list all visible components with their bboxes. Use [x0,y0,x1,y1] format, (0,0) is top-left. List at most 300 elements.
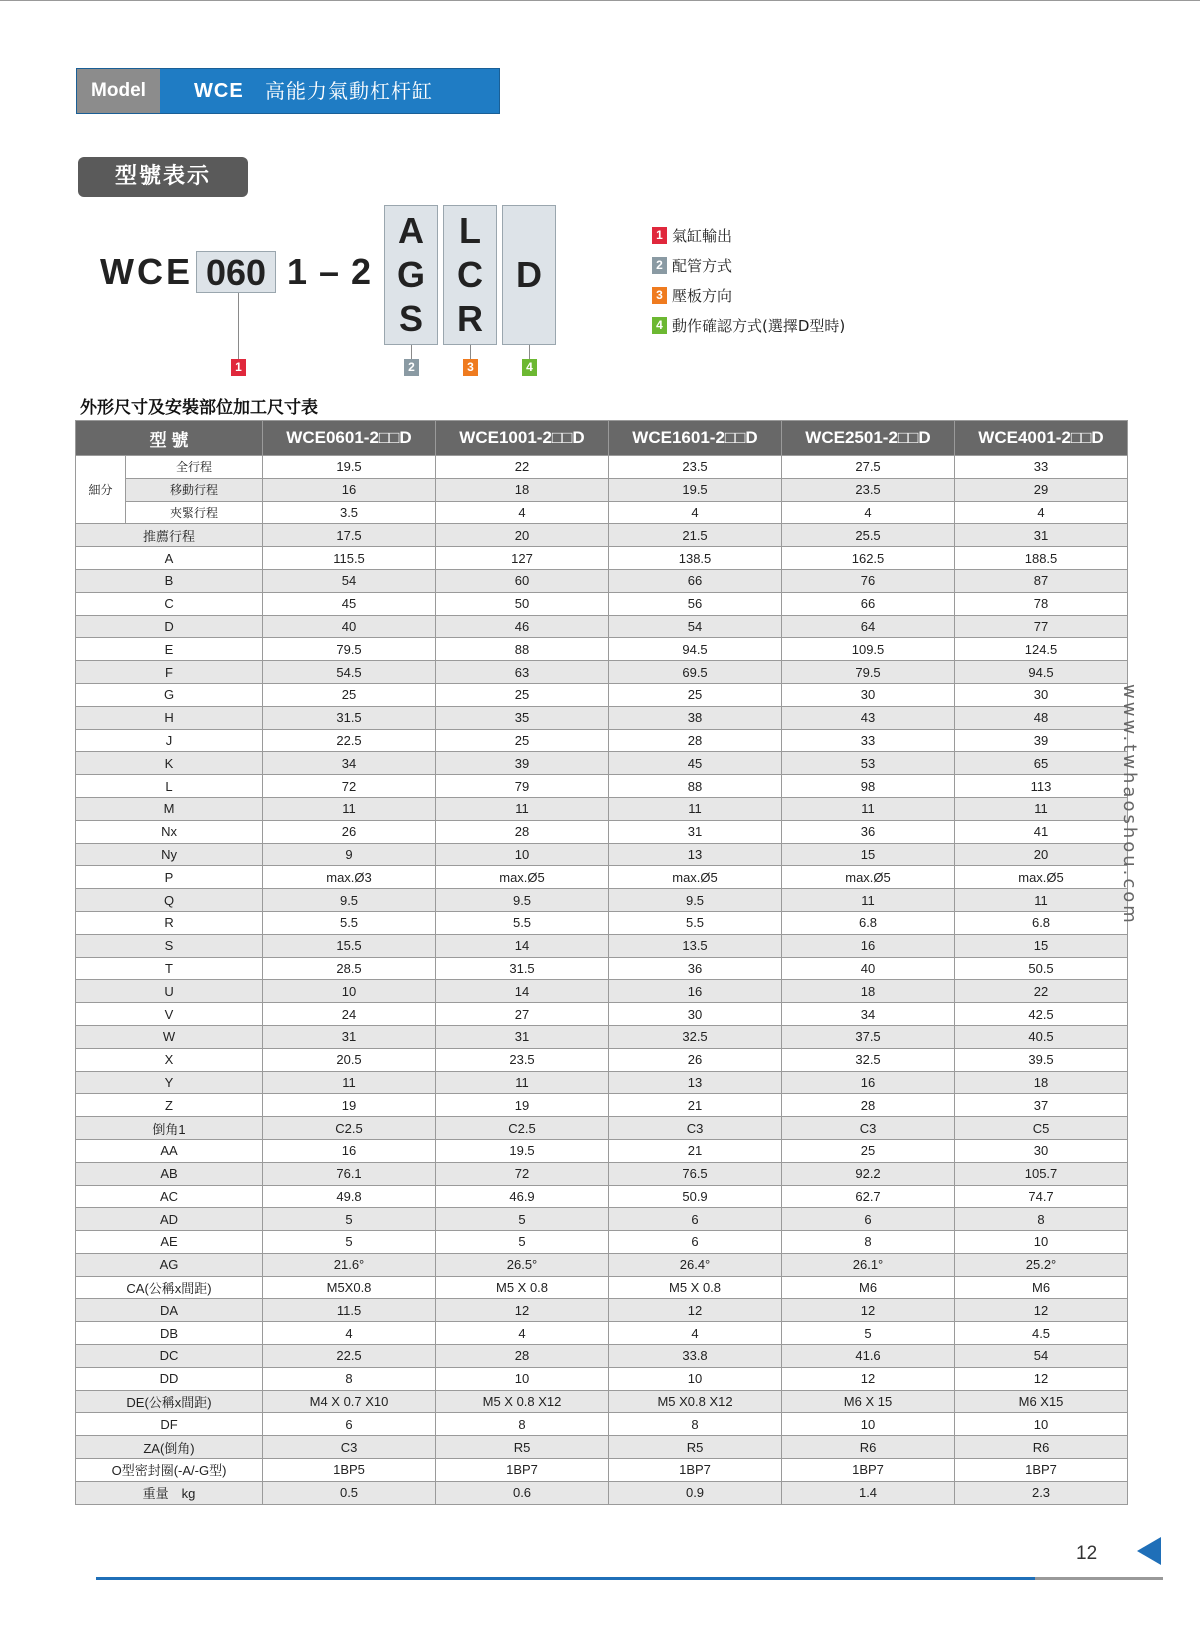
table-cell: 10 [609,1367,782,1390]
dimension-table [75,420,1128,1505]
table-row [76,866,1128,889]
code-box-2 [384,205,438,345]
table-row [76,478,1128,501]
table-row [76,1276,1128,1299]
table-cell: 31 [609,820,782,843]
row-label: 夾緊行程 [126,501,263,524]
table-row [76,934,1128,957]
table-cell: 27.5 [782,456,955,479]
table-row [76,592,1128,615]
table-cell: 38 [609,706,782,729]
table-cell: 22 [436,456,609,479]
table-cell: 21.5 [609,524,782,547]
table-cell: 5 [263,1208,436,1231]
table-cell: 13 [609,1071,782,1094]
table-cell: 8 [782,1231,955,1254]
table-cell: R6 [782,1436,955,1459]
table-row [76,638,1128,661]
table-cell: max.Ø3 [263,866,436,889]
code-box-3 [443,205,497,345]
row-label: X [76,1048,263,1071]
table-cell: 8 [436,1413,609,1436]
table-cell: 15.5 [263,934,436,957]
table-cell: 16 [609,980,782,1003]
table-cell: 16 [263,478,436,501]
table-cell: 77 [955,615,1128,638]
table-cell: 50 [436,592,609,615]
table-cell: 45 [263,592,436,615]
table-cell: 4 [782,501,955,524]
row-label: DB [76,1322,263,1345]
header-label: 型 號 [76,421,263,456]
table-cell: 1BP5 [263,1459,436,1482]
table-cell: 76.5 [609,1162,782,1185]
table-cell: 124.5 [955,638,1128,661]
table-cell: C2.5 [436,1117,609,1140]
table-cell: 25 [436,729,609,752]
table-cell: 31 [955,524,1128,547]
marker-3: 3 [463,359,478,376]
table-row [76,1162,1128,1185]
table-cell: 54.5 [263,661,436,684]
table-cell: 6 [263,1413,436,1436]
table-cell: 50.9 [609,1185,782,1208]
row-label: Nx [76,820,263,843]
row-label: 全行程 [126,456,263,479]
table-cell: 10 [436,843,609,866]
table-cell: R5 [436,1436,609,1459]
row-label: AB [76,1162,263,1185]
table-row [76,456,1128,479]
table-cell: 6 [609,1231,782,1254]
code-size-box [196,251,276,293]
table-cell: 28 [609,729,782,752]
table-cell: 11 [436,797,609,820]
table-cell: 12 [436,1299,609,1322]
table-cell: M4 X 0.7 X10 [263,1390,436,1413]
table-cell: 19 [263,1094,436,1117]
table-cell: 24 [263,1003,436,1026]
table-row [76,1071,1128,1094]
marker-2: 2 [404,359,419,376]
row-label: Y [76,1071,263,1094]
code-box-4 [502,205,556,345]
legend-marker-2: 2 [652,257,667,274]
legend-item [652,220,845,250]
table-cell: 19.5 [263,456,436,479]
table-cell: 54 [609,615,782,638]
table-cell: 8 [263,1367,436,1390]
table-row [76,683,1128,706]
table-cell: 10 [263,980,436,1003]
table-cell: 46 [436,615,609,638]
table-cell: 40 [263,615,436,638]
table-cell: R6 [955,1436,1128,1459]
table-cell: 13 [609,843,782,866]
code-option-g: G [396,254,425,295]
table-cell: 31 [436,1025,609,1048]
table-cell: 21 [609,1094,782,1117]
table-cell: 98 [782,775,955,798]
table-cell: 12 [782,1367,955,1390]
table-cell: 54 [263,569,436,592]
table-cell: 1BP7 [609,1459,782,1482]
table-cell: 4 [609,1322,782,1345]
connector-1 [238,293,239,360]
table-row [76,615,1128,638]
table-cell: 33.8 [609,1345,782,1368]
table-cell: C3 [609,1117,782,1140]
table-cell: 50.5 [955,957,1128,980]
table-cell: 25 [609,683,782,706]
model-name: 高能力氣動杠杆缸 [265,79,433,103]
table-cell: 40.5 [955,1025,1128,1048]
table-cell: 16 [782,1071,955,1094]
row-label: DA [76,1299,263,1322]
table-cell: 12 [955,1299,1128,1322]
table-cell: 54 [955,1345,1128,1368]
table-row [76,1253,1128,1276]
table-row [76,843,1128,866]
table-cell: 26.4° [609,1253,782,1276]
table-cell: M5 X 0.8 X12 [436,1390,609,1413]
table-cell: 10 [955,1413,1128,1436]
table-cell: 72 [436,1162,609,1185]
table-cell: 6.8 [955,911,1128,934]
table-cell: 26.1° [782,1253,955,1276]
table-cell: 21.6° [263,1253,436,1276]
table-cell: 30 [609,1003,782,1026]
table-cell: 69.5 [609,661,782,684]
row-label: Z [76,1094,263,1117]
table-cell: 92.2 [782,1162,955,1185]
table-cell: 9.5 [609,889,782,912]
table-cell: max.Ø5 [782,866,955,889]
table-row [76,752,1128,775]
table-title: 外形尺寸及安裝部位加工尺寸表 [80,398,318,418]
table-cell: 162.5 [782,547,955,570]
table-row [76,980,1128,1003]
legend-item [652,310,845,340]
footer-line [96,1577,1163,1580]
model-tag: Model [77,69,160,113]
table-cell: 37 [955,1094,1128,1117]
table-cell: 6.8 [782,911,955,934]
table-cell: 25 [263,683,436,706]
table-cell: 23.5 [609,456,782,479]
table-cell: 0.5 [263,1481,436,1504]
table-cell: 18 [782,980,955,1003]
row-label: F [76,661,263,684]
table-cell: 4 [955,501,1128,524]
table-cell: 41 [955,820,1128,843]
table-cell: 188.5 [955,547,1128,570]
table-cell: M5 X 0.8 [609,1276,782,1299]
table-cell: 18 [436,478,609,501]
table-cell: 28.5 [263,957,436,980]
table-cell: 76 [782,569,955,592]
column-header: WCE4001-2□□D [955,421,1128,456]
code-size: 060 [205,252,267,293]
table-cell: 23.5 [782,478,955,501]
legend-marker-1: 1 [652,227,667,244]
row-label: O型密封圈(-A/-G型) [76,1459,263,1482]
table-cell: 30 [955,683,1128,706]
table-cell: 94.5 [609,638,782,661]
table-cell: M5 X0.8 X12 [609,1390,782,1413]
table-cell: 32.5 [782,1048,955,1071]
table-cell: 4 [436,501,609,524]
code-option-a: A [398,210,424,251]
code-legend [652,220,845,340]
table-cell: 5 [436,1208,609,1231]
table-cell: 78 [955,592,1128,615]
table-cell: 27 [436,1003,609,1026]
legend-item [652,250,845,280]
table-cell: 65 [955,752,1128,775]
section-title: 型號表示 [78,157,248,197]
row-label: CA(公稱x間距) [76,1276,263,1299]
table-cell: 5.5 [436,911,609,934]
table-row [76,1299,1128,1322]
table-cell: 36 [609,957,782,980]
table-row [76,1231,1128,1254]
table-row [76,1048,1128,1071]
table-row [76,524,1128,547]
website-watermark: www.twhaoshou.com [1119,684,1140,926]
table-cell: 0.9 [609,1481,782,1504]
table-cell: max.Ø5 [955,866,1128,889]
table-row [76,1459,1128,1482]
table-cell: 0.6 [436,1481,609,1504]
row-label: AE [76,1231,263,1254]
row-label: L [76,775,263,798]
table-cell: 49.8 [263,1185,436,1208]
code-option-l: L [459,210,481,251]
table-cell: max.Ø5 [609,866,782,889]
table-cell: 31.5 [436,957,609,980]
legend-text: 配管方式 [672,256,733,275]
table-cell: 30 [955,1139,1128,1162]
table-cell: 113 [955,775,1128,798]
table-cell: 13.5 [609,934,782,957]
table-cell: 53 [782,752,955,775]
table-row [76,1208,1128,1231]
table-row [76,661,1128,684]
row-label: Q [76,889,263,912]
table-cell: 22.5 [263,1345,436,1368]
table-row [76,1117,1128,1140]
table-cell: 5 [436,1231,609,1254]
table-row [76,820,1128,843]
table-cell: 20 [955,843,1128,866]
row-label: A [76,547,263,570]
table-cell: M5X0.8 [263,1276,436,1299]
row-label: AC [76,1185,263,1208]
row-label: DE(公稱x間距) [76,1390,263,1413]
table-cell: 1BP7 [436,1459,609,1482]
column-header: WCE1601-2□□D [609,421,782,456]
table-cell: 28 [782,1094,955,1117]
table-row [76,1003,1128,1026]
table-cell: 62.7 [782,1185,955,1208]
table-row [76,1185,1128,1208]
table-row [76,957,1128,980]
table-cell: 109.5 [782,638,955,661]
row-group-label: 細分 [76,456,126,524]
table-cell: 9 [263,843,436,866]
table-cell: 39 [436,752,609,775]
table-cell: 6 [609,1208,782,1231]
table-cell: 26 [609,1048,782,1071]
row-label: W [76,1025,263,1048]
connector-4 [529,345,530,360]
row-label: R [76,911,263,934]
table-cell: 5 [782,1322,955,1345]
table-cell: R5 [609,1436,782,1459]
table-cell: 5.5 [263,911,436,934]
table-header-row [76,421,1128,456]
row-label: AG [76,1253,263,1276]
table-cell: M6 [782,1276,955,1299]
page-number: 12 [1076,1543,1098,1564]
table-cell: C5 [955,1117,1128,1140]
table-cell: 12 [609,1299,782,1322]
table-cell: 25 [436,683,609,706]
row-label: AD [76,1208,263,1231]
table-cell: 14 [436,980,609,1003]
legend-marker-3: 3 [652,287,667,304]
table-cell: 20.5 [263,1048,436,1071]
table-cell: 10 [782,1413,955,1436]
table-cell: 16 [782,934,955,957]
legend-text: 氣缸輸出 [672,226,733,245]
table-cell: 19.5 [436,1139,609,1162]
table-cell: 34 [782,1003,955,1026]
table-cell: 20 [436,524,609,547]
table-cell: 11 [955,889,1128,912]
table-cell: 60 [436,569,609,592]
connector-2 [411,345,412,360]
table-cell: 16 [263,1139,436,1162]
table-body [76,456,1128,1505]
table-cell: 36 [782,820,955,843]
table-cell: 79.5 [263,638,436,661]
table-cell: 31.5 [263,706,436,729]
table-cell: 4 [436,1322,609,1345]
row-label: 移動行程 [126,478,263,501]
table-row [76,1094,1128,1117]
row-label: Ny [76,843,263,866]
row-label: AA [76,1139,263,1162]
table-cell: 1BP7 [955,1459,1128,1482]
table-cell: 23.5 [436,1048,609,1071]
back-arrow-icon[interactable] [1137,1537,1161,1565]
table-cell: 26 [263,820,436,843]
legend-text: 壓板方向 [672,286,733,305]
table-cell: M5 X 0.8 [436,1276,609,1299]
code-mid: 1 – 2 [287,251,373,292]
row-label: G [76,683,263,706]
table-cell: 64 [782,615,955,638]
table-cell: C3 [263,1436,436,1459]
table-cell: 43 [782,706,955,729]
connector-3 [470,345,471,360]
row-label: S [76,934,263,957]
table-row [76,1390,1128,1413]
table-cell: 11 [609,797,782,820]
table-cell: max.Ø5 [436,866,609,889]
row-label: H [76,706,263,729]
row-label: M [76,797,263,820]
table-cell: 42.5 [955,1003,1128,1026]
row-label: T [76,957,263,980]
code-option-c: C [457,254,483,295]
row-label: E [76,638,263,661]
table-cell: 11.5 [263,1299,436,1322]
table-cell: 105.7 [955,1162,1128,1185]
table-cell: 11 [263,1071,436,1094]
table-cell: 9.5 [436,889,609,912]
table-cell: 48 [955,706,1128,729]
table-cell: 63 [436,661,609,684]
code-option-d: D [516,254,542,295]
table-cell: 4 [609,501,782,524]
row-label: DD [76,1367,263,1390]
table-cell: M6 X15 [955,1390,1128,1413]
table-cell: 28 [436,820,609,843]
table-cell: 22.5 [263,729,436,752]
table-cell: 87 [955,569,1128,592]
marker-4: 4 [522,359,537,376]
table-row [76,1367,1128,1390]
table-cell: 18 [955,1071,1128,1094]
column-header: WCE1001-2□□D [436,421,609,456]
table-cell: 33 [782,729,955,752]
table-row [76,775,1128,798]
table-cell: C2.5 [263,1117,436,1140]
table-cell: 11 [782,797,955,820]
table-row [76,1139,1128,1162]
row-label: ZA(倒角) [76,1436,263,1459]
table-cell: 14 [436,934,609,957]
table-cell: 66 [782,592,955,615]
table-cell: 15 [782,843,955,866]
table-cell: 56 [609,592,782,615]
table-cell: 25.5 [782,524,955,547]
row-label: U [76,980,263,1003]
model-header-bar [76,68,500,114]
table-row [76,706,1128,729]
table-cell: 8 [609,1413,782,1436]
legend-text: 動作確認方式(選擇D型時) [672,316,846,335]
top-rule [0,0,1200,1]
row-label: C [76,592,263,615]
table-row [76,1025,1128,1048]
table-row [76,797,1128,820]
table-cell: 40 [782,957,955,980]
table-cell: 5 [263,1231,436,1254]
table-cell: 17.5 [263,524,436,547]
table-cell: 66 [609,569,782,592]
row-label: P [76,866,263,889]
table-row [76,1345,1128,1368]
marker-1: 1 [231,359,246,376]
table-cell: 127 [436,547,609,570]
table-cell: 4 [263,1322,436,1345]
code-option-s: S [398,298,423,339]
table-cell: 88 [609,775,782,798]
